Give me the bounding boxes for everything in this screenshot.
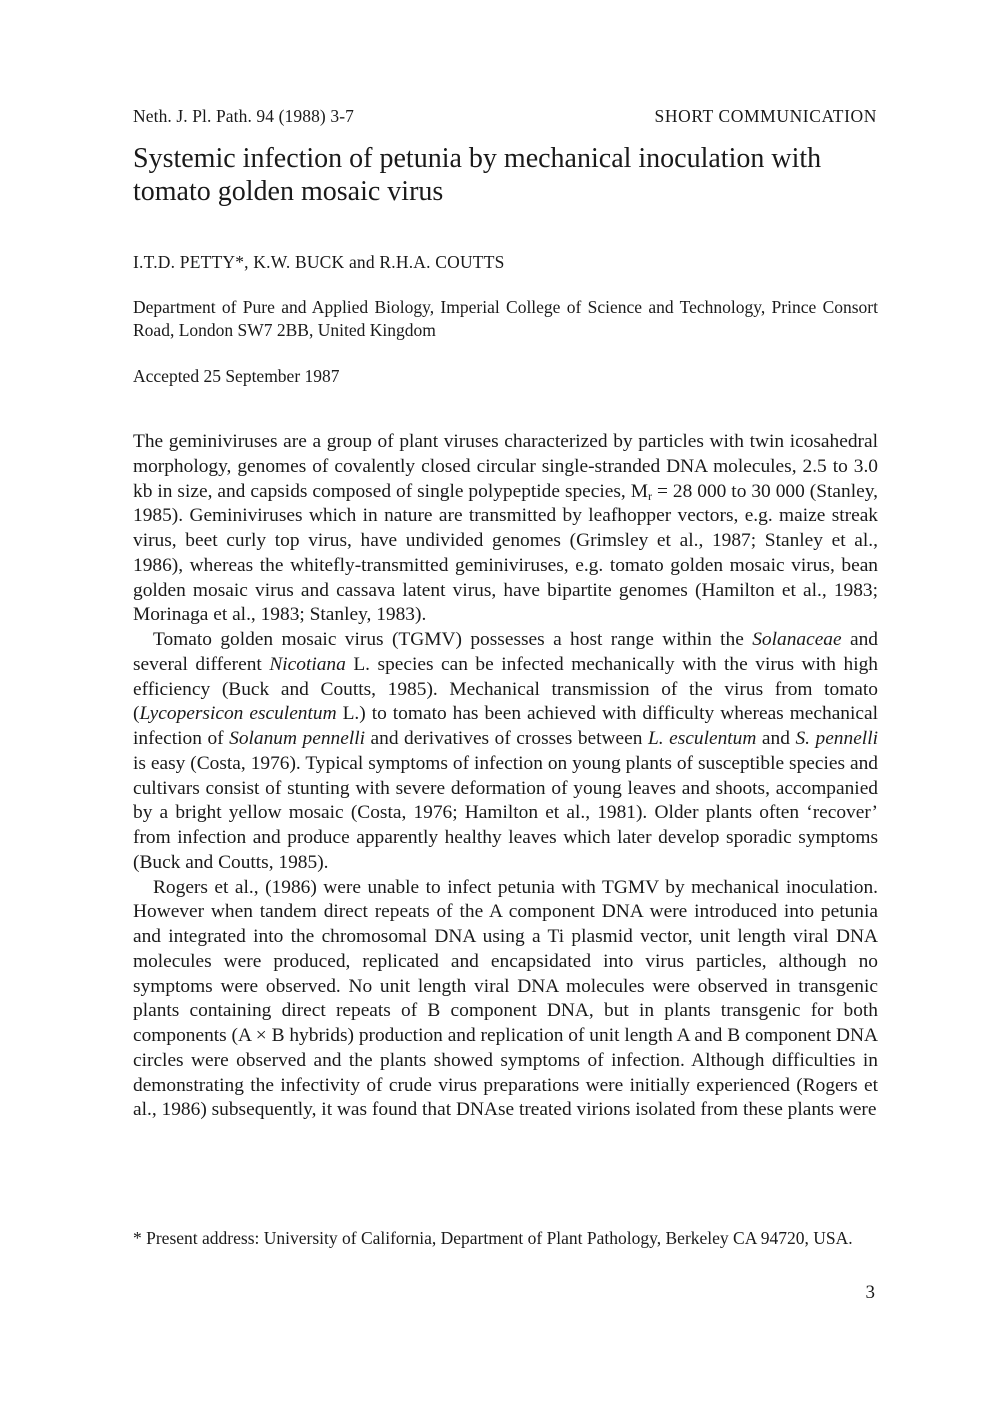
paragraph-2-text-d: L.) to tomato has been achieved with difficulty whereas mechanical infection of (133, 703, 878, 749)
paragraph-2 (133, 628, 878, 876)
journal-citation: Neth. J. Pl. Path. 94 (1988) 3-7 (133, 106, 354, 126)
accepted-date: Accepted 25 September 1987 (133, 366, 340, 386)
author-list: I.T.D. PETTY*, K.W. BUCK and R.H.A. COUTTS (133, 252, 505, 272)
paragraph-2-text-c: L. species can be infected mechanically with the virus with high efficiency (Buck and Coutts, 1985). Mechanical transmission of the virus from tomato ( (133, 653, 878, 725)
taxon-solanaceae: Solanaceae (752, 629, 842, 650)
taxon-nicotiana: Nicotiana (269, 653, 346, 675)
paragraph-1 (133, 430, 878, 628)
taxon-s-pennelli: S. pennelli (795, 728, 878, 749)
paragraph-2-text-b: and several different (133, 629, 878, 675)
paragraph-1-text-b: = 28 000 to 30 000 (Stanley, 1985). Geminiviruses which in nature are transmitted by leafhopper vectors, e.g. maize streak virus, beet curly top virus, have undivided genomes (Grimsley et al., 1987; Stanley et al., 1986), whereas the whitefly-transmitted geminiviruses, e.g. tomato golden mosaic virus, bean golden mosaic virus and cassava latent virus, have bipartite genomes (Hamilton et al., 1983; Morinaga et al., 1983; Stanley, 1983). (133, 480, 878, 626)
article-body (133, 430, 878, 1123)
taxon-solanum-pennelli: Solanum pennelli (229, 728, 365, 749)
footnote: * Present address: University of California, Department of Plant Pathology, Berkeley CA 94720, USA. (133, 1228, 853, 1248)
article-title: Systemic infection of petunia by mechanical inoculation with tomato golden mosaic virus (133, 143, 822, 207)
paragraph-2-text-g: is easy (Costa, 1976). Typical symptoms of infection on young plants of susceptible species and cultivars consist of stunting with severe deformation of young leaves and shoots, accompanied by a bright yellow mosaic (Costa, 1976; Hamilton et al., 1981). Older plants often ‘recover’ from infection and produce apparently healthy leaves which later develop sporadic symptoms (Buck and Coutts, 1985). (133, 752, 878, 873)
author-affiliation: Department of Pure and Applied Biology, Imperial College of Science and Technology, Prince Consort Road, London SW7 2BB, United Kingdom (133, 297, 878, 340)
taxon-lycopersicon-esculentum: Lycopersicon esculentum (139, 703, 337, 725)
paragraph-2-text-e: and derivatives of crosses between (364, 728, 648, 749)
page-number: 3 (865, 1282, 875, 1303)
paragraph-3: Rogers et al., (1986) were unable to infect petunia with TGMV by mechanical inoculation. However when tandem direct repeats of the A component DNA were introduced into petunia and integrated into the chromosomal DNA using a Ti plasmid vector, unit length viral DNA molecules were produced, replicated and encapsidated into virus particles, although no symptoms were observed. No unit length viral DNA molecules were observed in transgenic plants containing direct repeats of B component DNA, but in plants transgenic for both components (A × B hybrids) production and replication of unit length A and B component DNA circles were observed and the plants showed symptoms of infection. Although difficulties in demonstrating the infectivity of crude virus preparations were initially experienced (Rogers et al., 1986) subsequently, it was found that DNAse treated virions isolated from these plants were (133, 876, 878, 1121)
section-label: SHORT COMMUNICATION (654, 106, 877, 126)
paragraph-2-text-f: and (756, 728, 796, 749)
paragraph-2-text-a: Tomato golden mosaic virus (TGMV) possesses a host range within the (153, 629, 753, 650)
mr-subscript: r (648, 488, 652, 503)
paragraph-1-text-a: The geminiviruses are a group of plant viruses characterized by particles with twin icosahedral morphology, genomes of covalently closed circular single-stranded DNA molecules, 2.5 to 3.0 kb in size, and capsids composed of single polypeptide species, M (133, 431, 878, 502)
taxon-l-esculentum: L. esculentum (647, 728, 757, 749)
